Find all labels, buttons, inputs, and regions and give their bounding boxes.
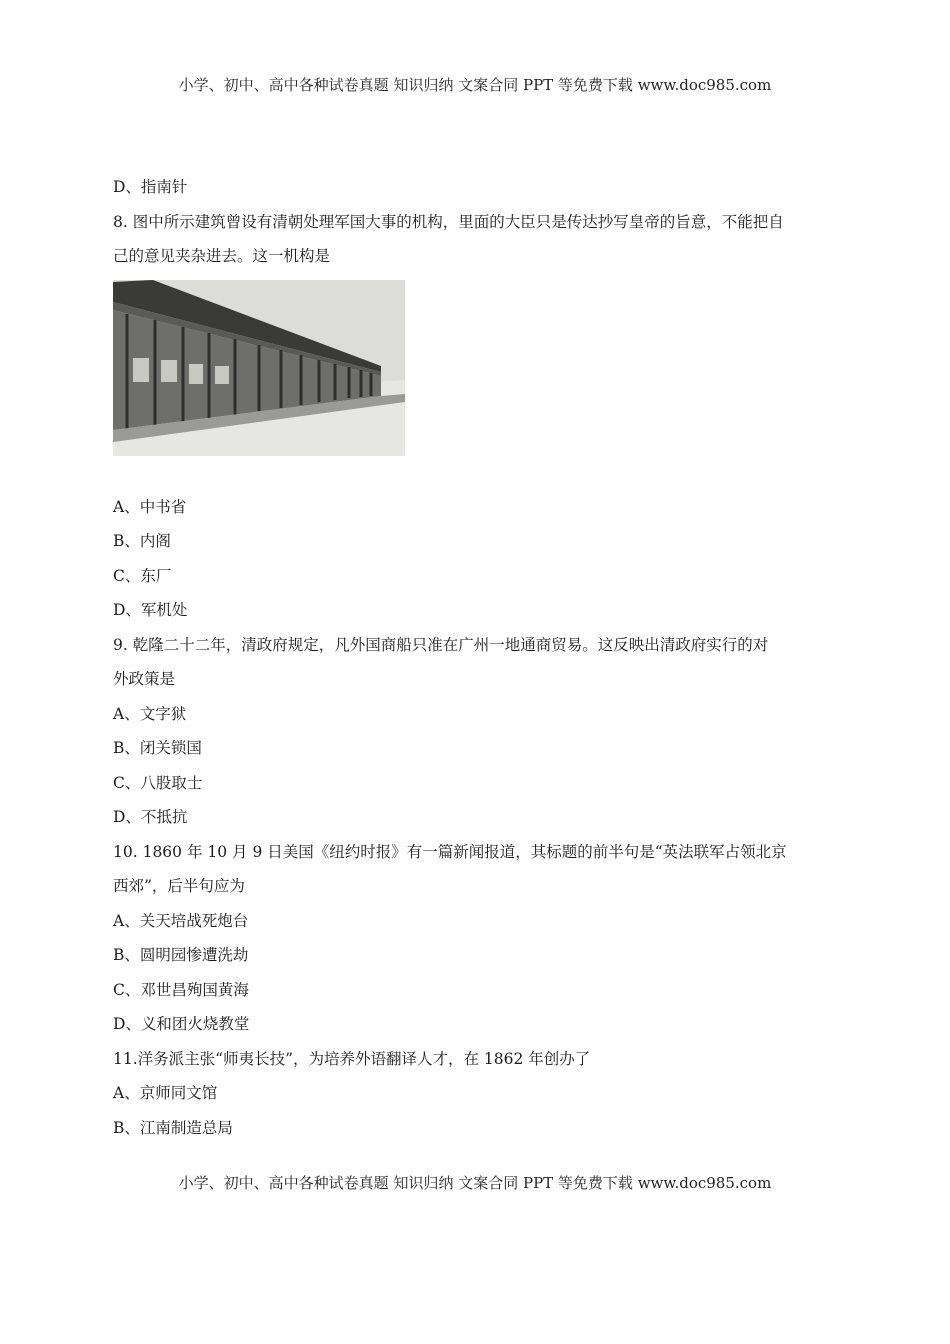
building-photo bbox=[113, 280, 405, 456]
question-8-option-a: A、中书省 bbox=[113, 497, 187, 516]
building-photo-drawing bbox=[113, 280, 405, 456]
question-8 bbox=[113, 205, 843, 628]
question-11-option-b: B、江南制造总局 bbox=[113, 1118, 233, 1137]
question-11 bbox=[113, 1042, 843, 1146]
question-8-stem-line-2: 己的意见夹杂进去。这一机构是 bbox=[113, 247, 331, 265]
question-10-option-c: C、邓世昌殉国黄海 bbox=[113, 980, 249, 999]
question-10 bbox=[113, 835, 843, 1042]
question-10-option-a: A、关天培战死炮台 bbox=[113, 911, 249, 930]
question-9-option-a: A、文字狱 bbox=[113, 704, 187, 723]
question-10-stem-line-2: 西郊”，后半句应为 bbox=[113, 877, 245, 895]
question-10-stem-line-1: 10. 1860 年 10 月 9 日美国《纽约时报》有一篇新闻报道，其标题的前半句是“英法联军占领北京 bbox=[113, 842, 787, 861]
question-9-stem-line-1: 9. 乾隆二十二年，清政府规定，凡外国商船只准在广州一地通商贸易。这反映出清政府实行的对 bbox=[113, 635, 769, 654]
question-8-option-d: D、军机处 bbox=[113, 601, 188, 619]
question-10-option-d: D、义和团火烧教堂 bbox=[113, 1015, 250, 1033]
question-8-stem-line-1: 8. 图中所示建筑曾设有清朝处理军国大事的机构，里面的大臣只是传达抄写皇帝的旨意，不能把自 bbox=[113, 212, 784, 231]
question-8-option-c: C、东厂 bbox=[113, 566, 172, 585]
document-body bbox=[113, 170, 843, 1145]
question-11-stem-line-1: 11.洋务派主张“师夷长技”，为培养外语翻译人才，在 1862 年创办了 bbox=[113, 1049, 591, 1068]
question-9-option-c: C、八股取士 bbox=[113, 773, 203, 792]
page-footer: 小学、初中、高中各种试卷真题 知识归纳 文案合同 PPT 等免费下载 www.doc985.com bbox=[178, 1174, 772, 1192]
question-9-stem-line-2: 外政策是 bbox=[113, 670, 176, 688]
question-11-option-a: A、京师同文馆 bbox=[113, 1084, 218, 1102]
question-8-option-b: B、内阁 bbox=[113, 532, 171, 550]
question-10-option-b: B、圆明园惨遭洗劫 bbox=[113, 946, 249, 964]
page-header: 小学、初中、高中各种试卷真题 知识归纳 文案合同 PPT 等免费下载 www.doc985.com bbox=[178, 76, 772, 94]
question-9 bbox=[113, 628, 843, 835]
question-9-option-b: B、闭关锁国 bbox=[113, 739, 202, 757]
question-9-option-d: D、不抵抗 bbox=[113, 808, 188, 826]
previous-option-d: D、指南针 bbox=[113, 178, 188, 196]
